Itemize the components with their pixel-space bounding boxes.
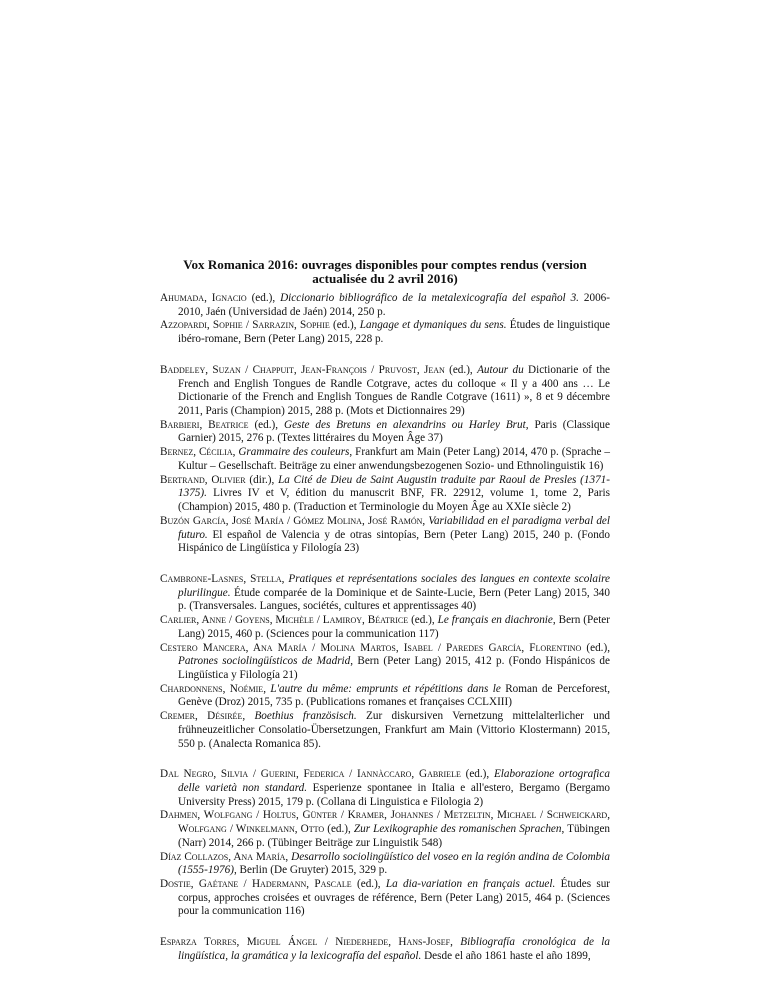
entry-details: 2006-2010, Jaén (Universidad de Jaén) 2014, 250 p. (178, 292, 610, 318)
entry-editor-note: (ed.), (581, 641, 610, 654)
bibliography-entry (160, 419, 610, 446)
entry-authors: Cestero Mancera, Ana María / Molina Martos, Isabel / Paredes García, Florentino (160, 641, 582, 654)
bibliography-entry (160, 319, 610, 346)
entry-editor-note: (ed.), (329, 319, 360, 332)
entry-title: Langage et dymaniques du sens. (359, 319, 507, 332)
entry-authors: Bernez, Cécilia (160, 446, 233, 459)
bibliography-entry (160, 446, 610, 473)
entry-editor-note: (ed.), (444, 363, 478, 376)
entry-editor-note: (ed.), (246, 292, 281, 304)
entry-authors: Dahmen, Wolfgang / Holtus, Günter / Kramer, Johannes / Metzeltin, Michael / Schweickard, Wolfgang / Winkelmann, Otto (160, 809, 610, 836)
entry-title: Autour du (477, 363, 524, 376)
entry-authors: Dal Negro, Silvia / Guerini, Federica / Iannàccaro, Gabriele (160, 768, 461, 781)
entry-authors: Azzopardi, Sophie / Sarrazin, Sophie (160, 319, 330, 332)
entry-editor-note: , (281, 572, 289, 585)
page-title (160, 258, 610, 285)
entry-details: Étude comparée de la Dominique et de Sainte-Lucie, Bern (Peter Lang) 2015, 340 p. (Transversales. Langues, sociétés, cultures et apprentissages 40) (178, 586, 610, 613)
entry-authors: Esparza Torres, Miguel Ángel / Niederhede, Hans-Josef (160, 936, 451, 949)
entry-editor-note: (ed.), (248, 418, 284, 431)
entry-details: Études sur corpus, approches croisées et ouvrages de référence, Bern (Peter Lang) 2015, 464 p. (Sciences pour la communication 116) (178, 878, 611, 918)
entry-authors: Cambrone-Lasnes, Stella (160, 572, 282, 585)
entry-editor-note: (dir.), (245, 473, 279, 486)
entry-authors: Ahumada, Ignacio (160, 292, 247, 304)
entry-details: , Bern (Peter Lang) 2015, 412 p. (Fondo Hispánicos de Lingüística y Filología 21) (178, 655, 610, 681)
entry-details: Esperienze spontanee in Italia e all'estero, Bergamo (Bergamo University Press) 2015, 179 p. (Collana di Linguistica e Filologia 2) (178, 782, 610, 808)
entry-title: Geste des Bretuns en alexandrins ou Harley Brut, (283, 418, 529, 431)
entry-title: Variabilidad en el paradigma verbal del futuro. (178, 514, 610, 541)
bibliography-list (160, 292, 610, 981)
entry-authors: Bertrand, Olivier (160, 473, 246, 486)
entry-title: Le français en diachronie (437, 614, 553, 627)
letter-group-e (160, 936, 610, 963)
entry-details: Paris (Classique Garnier) 2015, 276 p. (Textes littéraires du Moyen Âge 37) (178, 418, 610, 445)
entry-authors: Díaz Collazos, Ana María (160, 850, 286, 863)
bibliography-entry (160, 614, 610, 641)
title-line-1: Vox Romanica 2016: ouvrages disponibles pour comptes rendus (version (183, 257, 587, 272)
entry-title: Patrones sociolingüísticos de Madrid (178, 655, 351, 668)
entry-details: El español de Valencia y de otras sintopías, Bern (Peter Lang) 2015, 240 p. (Fondo Hispánico de Lingüística y Filología 23) (178, 528, 610, 555)
bibliography-entry (160, 364, 610, 419)
bibliography-entry (160, 683, 610, 710)
entry-editor-note: (ed.), (324, 823, 354, 836)
entry-details: , Bern (Peter Lang) 2015, 460 p. (Sciences pour la communication 117) (178, 614, 610, 640)
entry-editor-note: , (450, 936, 461, 949)
entry-editor-note: , (242, 710, 255, 723)
entry-authors: Buzón García, José María / Gómez Molina, José Ramón (160, 514, 423, 527)
bibliography-entry (160, 936, 610, 963)
entry-details: Roman de Perceforest, Genève (Droz) 2015, 735 p. (Publications romanes et françaises CCLXIII) (178, 682, 611, 709)
entry-title: Diccionario bibliográfico de la metalexicografía del español 3. (280, 292, 579, 304)
entry-authors: Baddeley, Suzan / Chappuit, Jean-François / Pruvost, Jean (160, 363, 445, 376)
letter-group-b (160, 364, 610, 556)
entry-details: , Berlin (De Gruyter) 2015, 329 p. (233, 864, 388, 877)
letter-group-d (160, 768, 610, 919)
entry-editor-note: , (422, 514, 429, 527)
entry-authors: Cremer, Désirée (160, 710, 243, 723)
bibliography-entry (160, 474, 610, 515)
entry-title: Zur Lexikographie des romanischen Sprachen (353, 823, 562, 836)
title-line-2: actualisée du 2 avril 2016) (312, 270, 458, 286)
entry-editor-note: (ed.), (351, 878, 386, 891)
bibliography-entry (160, 878, 610, 919)
entry-title: Grammaire des couleurs (238, 446, 350, 459)
entry-details: Zur diskursiven Vernetzung mittelalterlicher und frühneuzeitlicher Consolatio-Übersetzungen, Frankfurt am Main (Vittorio Klostermann) 2015, 550 p. (Analecta Romanica 85). (178, 710, 611, 750)
bibliography-entry (160, 573, 610, 614)
bibliography-entry (160, 292, 610, 319)
entry-title: Elaborazione ortografica delle varietà non standard. (178, 768, 610, 794)
entry-details: Études de linguistique ibéro-romane, Bern (Peter Lang) 2015, 228 p. (178, 319, 610, 346)
entry-editor-note: , (285, 850, 292, 863)
entry-details: Livres IV et V, édition du manuscrit BNF, FR. 22912, volume 1, tome 2, Paris (Champion) 2015, 480 p. (Traduction et Terminologie du Moyen Âge au XXIe siècle 2) (178, 487, 610, 514)
entry-authors: Dostie, Gaétane / Hadermann, Pascale (160, 878, 352, 891)
entry-authors: Chardonnens, Noémie (160, 682, 264, 695)
entry-title: Boethius französisch. (254, 710, 357, 723)
letter-group-a (160, 292, 610, 347)
letter-group-c (160, 573, 610, 751)
bibliography-entry (160, 642, 610, 683)
entry-editor-note: (ed.), (460, 768, 494, 781)
entry-title: Bibliografía cronológica de la lingüística, la gramática y la lexicografía del español. (178, 936, 611, 962)
bibliography-entry (160, 710, 610, 751)
entry-details: , Tübingen (Narr) 2014, 266 p. (Tübinger Beiträge zur Linguistik 548) (178, 823, 610, 849)
bibliography-entry (160, 809, 610, 850)
entry-title: La Cité de Dieu de Saint Augustin traduite par Raoul de Presles (1371-1375). (178, 473, 610, 500)
entry-title: L'autre du même: emprunts et répétitions dans le (270, 682, 501, 695)
entry-authors: Barbieri, Beatrice (160, 418, 249, 431)
entry-editor-note: , (232, 446, 239, 459)
entry-details: , Frankfurt am Main (Peter Lang) 2014, 470 p. (Sprache – Kultur – Gesellschaft. Beiträge zu einer anwendungsbezogenen Sozio- und Ethnolinguistik 16) (178, 446, 610, 472)
entry-title: La dia-variation en français actuel. (385, 878, 556, 891)
entry-editor-note: , (263, 682, 271, 695)
entry-title: Pratiques et représentations sociales des langues en contexte scolaire plurilingue. (178, 572, 611, 599)
bibliography-entry (160, 515, 610, 556)
bibliography-entry (160, 768, 610, 809)
entry-authors: Carlier, Anne / Goyens, Michèle / Lamiroy, Béatrice (160, 614, 409, 627)
entry-details: Dictionarie of the French and English Tongues de Randle Cotgrave, actes du colloque « Il y a 400 ans … Le Dictionarie of the French and English Tongues de Randle Cotgrave (1611) », 8 et 9 décembre 2011, Paris (Champion) 2015, 288 p. (Mots et Dictionnaires 29) (178, 363, 611, 418)
entry-details: Desde el año 1861 haste el año 1899, (421, 949, 591, 962)
entry-title: Desarrollo sociolingüístico del voseo en la región andina de Colombia (1555-1976) (178, 850, 610, 877)
entry-editor-note: (ed.), (408, 614, 438, 627)
bibliography-entry (160, 851, 610, 878)
